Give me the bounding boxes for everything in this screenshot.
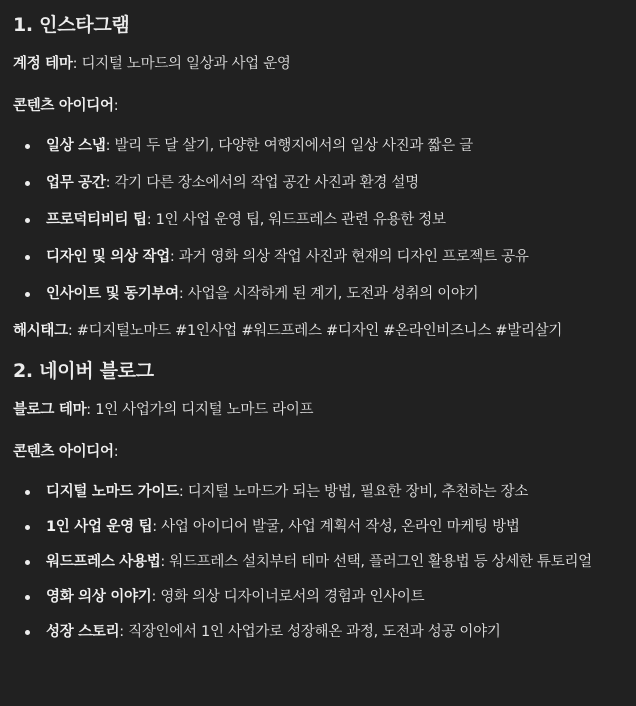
list-item-title: 성장 스토리 (46, 624, 120, 640)
list-item-text: : 영화 의상 디자이너로서의 경험과 인사이트 (151, 589, 425, 605)
list-item-title: 디자인 및 의상 작업 (46, 249, 170, 265)
list-item-title: 영화 의상 이야기 (46, 589, 152, 605)
list-item-title: 인사이트 및 동기부여 (46, 286, 179, 302)
bullet-icon (25, 490, 30, 495)
section-heading-naver-blog: 2. 네이버 블로그 (13, 360, 154, 382)
list-item (13, 585, 636, 609)
list-item (13, 550, 636, 574)
list-item (13, 245, 636, 269)
list-item-title: 1인 사업 운영 팁 (46, 519, 153, 535)
list-item (13, 171, 636, 195)
list-item (13, 620, 636, 644)
blog-theme (13, 398, 636, 422)
bullet-icon (25, 595, 30, 600)
blog-theme-value: : 1인 사업가의 디지털 노마드 라이프 (86, 402, 314, 418)
list-item (13, 134, 636, 158)
list-item-title: 워드프레스 사용법 (46, 554, 161, 570)
content-ideas-heading (13, 440, 636, 464)
hashtags-label: 해시태그 (13, 323, 68, 339)
content-ideas-colon: : (113, 444, 119, 460)
list-item-text: : 사업을 시작하게 된 계기, 도전과 성취의 이야기 (178, 286, 479, 302)
list-item-text: : 워드프레스 설치부터 테마 선택, 플러그인 활용법 등 상세한 튜토리얼 (160, 554, 592, 570)
account-theme (13, 52, 636, 76)
naver-blog-ideas-list (13, 480, 636, 644)
hashtags (13, 319, 636, 343)
list-item-text: : 발리 두 달 살기, 다양한 여행지에서의 일상 사진과 짧은 글 (105, 138, 473, 154)
list-item-text: : 사업 아이디어 발굴, 사업 계획서 작성, 온라인 마케팅 방법 (152, 519, 520, 535)
bullet-icon (25, 218, 30, 223)
list-item-text: : 과거 영화 의상 작업 사진과 현재의 디자인 프로젝트 공유 (169, 249, 529, 265)
list-item-text: : 1인 사업 운영 팁, 워드프레스 관련 유용한 정보 (146, 212, 446, 228)
bullet-icon (25, 560, 30, 565)
hashtags-value: : #디지털노마드 #1인사업 #워드프레스 #디자인 #온라인비즈니스 #발리살기 (67, 323, 563, 339)
bullet-icon (25, 144, 30, 149)
list-item-text: : 직장인에서 1인 사업가로 성장해온 과정, 도전과 성공 이야기 (119, 624, 501, 640)
blog-theme-label: 블로그 테마 (13, 402, 87, 418)
account-theme-label: 계정 테마 (13, 56, 73, 72)
instagram-ideas-list (13, 134, 636, 306)
content-ideas-label: 콘텐츠 아이디어 (13, 98, 114, 114)
list-item-title: 일상 스냅 (46, 138, 106, 154)
list-item-title: 디지털 노마드 가이드 (46, 484, 179, 500)
list-item-text: : 디지털 노마드가 되는 방법, 필요한 장비, 추천하는 장소 (178, 484, 529, 500)
list-item (13, 208, 636, 232)
list-item (13, 515, 636, 539)
list-item (13, 282, 636, 306)
content-ideas-label: 콘텐츠 아이디어 (13, 444, 114, 460)
content-ideas-heading (13, 94, 636, 118)
bullet-icon (25, 255, 30, 260)
bullet-icon (25, 525, 30, 530)
account-theme-value: : 디지털 노마드의 일상과 사업 운영 (72, 56, 291, 72)
list-item-title: 프로덕티비티 팁 (46, 212, 147, 228)
list-item-title: 업무 공간 (46, 175, 106, 191)
section-heading-instagram: 1. 인스타그램 (13, 14, 130, 36)
bullet-icon (25, 630, 30, 635)
list-item-text: : 각기 다른 장소에서의 작업 공간 사진과 환경 설명 (105, 175, 419, 191)
bullet-icon (25, 181, 30, 186)
content-ideas-colon: : (113, 98, 119, 114)
list-item (13, 480, 636, 504)
bullet-icon (25, 292, 30, 297)
